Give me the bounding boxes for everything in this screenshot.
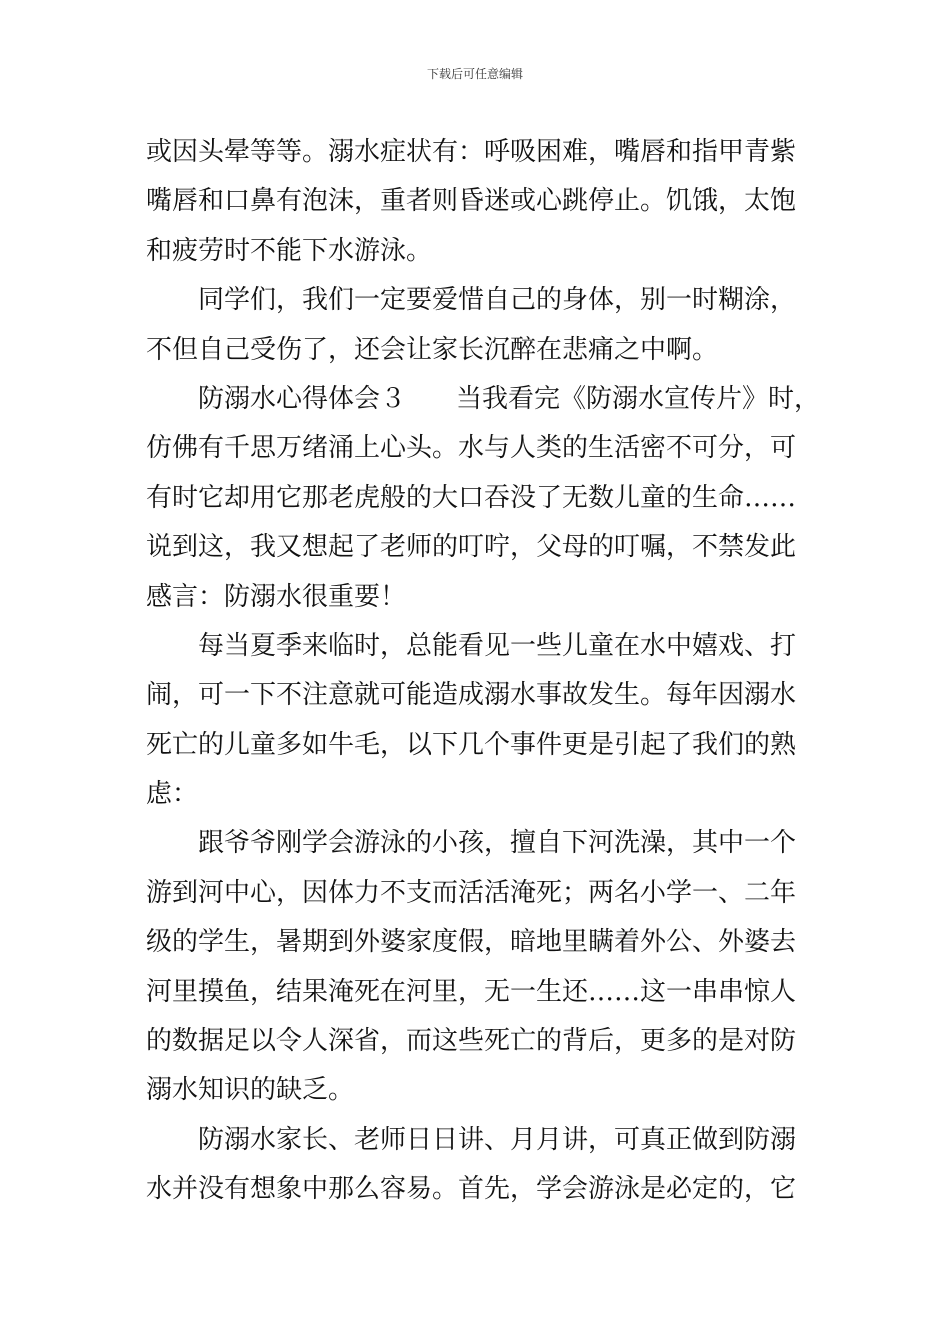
page-header-note: 下载后可任意编辑 (426, 67, 523, 81)
text-line: 跟爷爷刚学会游泳的小孩，擅自下河洗澡，其中一个 (198, 828, 797, 859)
text-line: 不但自己受伤了，还会让家长沉醉在悲痛之中啊。 (146, 334, 719, 365)
text-line: 和疲劳时不能下水游泳。 (146, 235, 433, 266)
text-line: 嘴唇和口鼻有泡沫，重者则昏迷或心跳停止。饥饿，太饱 (146, 186, 797, 217)
text-line: 闹，可一下不注意就可能造成溺水事故发生。每年因溺水 (146, 680, 797, 711)
text-line: 的数据足以令人深省，而这些死亡的背后，更多的是对防 (146, 1026, 797, 1057)
text-line: 说到这，我又想起了老师的叮咛，父母的叮嘱，不禁发此 (146, 532, 797, 563)
text-line: 同学们，我们一定要爱惜自己的身体，别一时糊涂， (198, 285, 797, 316)
text-line: 虑： (146, 779, 199, 810)
document-body (146, 128, 821, 1215)
text-line: 防溺水家长、老师日日讲、月月讲，可真正做到防溺 (198, 1124, 797, 1155)
text-line: 水并没有想象中那么容易。首先，学会游泳是必定的，它 (146, 1174, 797, 1205)
section-heading: 防溺水心得体会３ (198, 383, 407, 414)
text-line: 每当夏季来临时，总能看见一些儿童在水中嬉戏、打 (198, 630, 797, 661)
text-line: 级的学生，暑期到外婆家度假，暗地里瞒着外公、外婆去 (146, 927, 797, 958)
text-line: 溺水知识的缺乏。 (146, 1075, 355, 1106)
text-line: 仿佛有千思万绪涌上心头。水与人类的生活密不可分，可 (146, 433, 797, 464)
text-line: 死亡的儿童多如牛毛，以下几个事件更是引起了我们的熟 (146, 729, 797, 760)
text-line: 河里摸鱼，结果淹死在河里，无一生还……这一串串惊人 (146, 976, 797, 1007)
text-segment: 当我看完《防溺水宣传片》时， (456, 383, 821, 414)
text-line: 或因头晕等等。溺水症状有：呼吸困难，嘴唇和指甲青紫 (146, 137, 797, 167)
text-line: 有时它却用它那老虎般的大口吞没了无数儿童的生命…… (146, 482, 797, 513)
section-heading-line (146, 375, 821, 424)
text-line: 感言：防溺水很重要！ (146, 581, 407, 612)
text-line: 游到河中心，因体力不支而活活淹死；两名小学一、二年 (146, 877, 797, 908)
